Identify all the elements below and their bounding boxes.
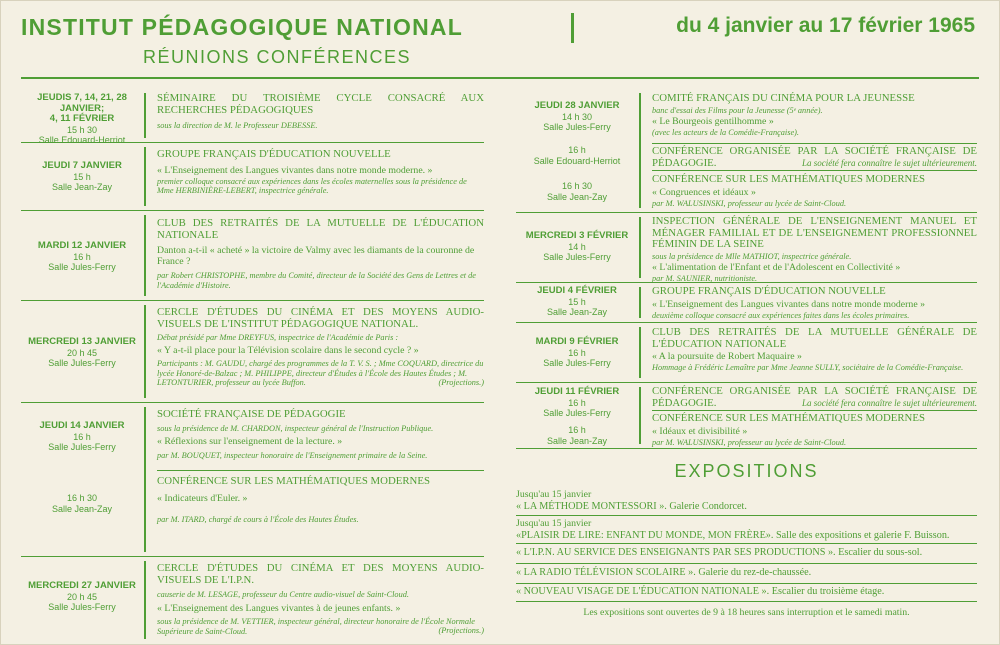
event-heading: SOCIÉTÉ FRANÇAISE DE PÉDAGOGIE bbox=[157, 408, 346, 420]
event-body bbox=[157, 476, 484, 524]
event-room: Salle Jean-Zay bbox=[546, 307, 608, 317]
event-note: sous la direction de M. le Professeur DEBESSE. bbox=[157, 121, 318, 130]
event-when bbox=[21, 143, 143, 210]
column-separator bbox=[144, 561, 146, 639]
event-row bbox=[21, 403, 484, 557]
event-body bbox=[157, 93, 484, 131]
column-separator bbox=[639, 387, 641, 444]
event-row bbox=[21, 557, 484, 643]
exposition-title: « NOUVEAU VISAGE DE L'ÉDUCATION NATIONALE ». bbox=[516, 586, 770, 597]
event-date: MERCREDI 27 JANVIER bbox=[28, 580, 136, 591]
event-row bbox=[21, 89, 484, 143]
event-time: 16 h bbox=[73, 431, 91, 442]
exposition-divider bbox=[516, 583, 977, 584]
event-room: Salle Jules-Ferry bbox=[48, 602, 116, 612]
event-heading: CLUB DES RETRAITÉS DE LA MUTUELLE DE L'ÉDUCATION NATIONALE bbox=[157, 217, 484, 241]
event-quote: Danton a-t-il « acheté » la victoire de Valmy avec les diamants de la couronne de France ? bbox=[157, 245, 475, 267]
event-note: par M. SAUNIER, nutritioniste. bbox=[652, 274, 758, 284]
event-time: 15 h 30 bbox=[66, 124, 98, 135]
event-date: JEUDIS 7, 14, 21, 28 JANVIER; bbox=[37, 92, 127, 114]
event-note: Participants : M. GAUDU, chargé des programmes de la T. V. S. ; Mme COQUARD, directrice du lycée Honoré-de-Balzac ; M. PHILIPPE, directeur d'Études à l'École des Hautes Études ; M. LETONTURIER, professeur au lycée Buffon. bbox=[157, 358, 484, 388]
exposition-divider bbox=[516, 543, 977, 544]
event-when bbox=[516, 383, 638, 448]
exposition-place: Salle des expositions et galerie F. Buisson. bbox=[773, 529, 950, 541]
event-when bbox=[21, 89, 143, 145]
column-separator bbox=[144, 215, 146, 296]
event-room: Salle Jules-Ferry bbox=[543, 252, 611, 262]
event-heading: CLUB DES RETRAITÉS DE LA MUTUELLE GÉNÉRALE DE L'ÉDUCATION NATIONALE bbox=[652, 326, 977, 350]
event-date: JEUDI 7 JANVIER bbox=[42, 160, 122, 171]
event-when bbox=[21, 301, 143, 402]
event-note: causerie de M. LESAGE, professeur du Centre audio-visuel de Saint-Cloud. bbox=[157, 590, 409, 599]
event-quote: « Idéaux et divisibilité » bbox=[652, 425, 748, 437]
expositions-title: EXPOSITIONS bbox=[674, 461, 819, 481]
exposition-place: Escalier du sous-sol. bbox=[835, 547, 923, 558]
event-time: 14 h 30 bbox=[561, 111, 593, 122]
event-heading: CERCLE D'ÉTUDES DU CINÉMA ET DES MOYENS AUDIO-VISUELS DE L'I.P.N. bbox=[157, 562, 484, 586]
event-body bbox=[652, 386, 977, 409]
event-when bbox=[516, 89, 638, 212]
event-quote: « Le Bourgeois gentilhomme » bbox=[652, 116, 774, 128]
column-separator bbox=[144, 305, 146, 398]
exposition-divider bbox=[516, 563, 977, 564]
header-rule bbox=[21, 77, 979, 79]
event-when bbox=[516, 323, 638, 382]
exposition-dates: Jusqu'au 15 janvier bbox=[516, 518, 592, 529]
event-time: 16 h bbox=[568, 425, 586, 435]
event-note: par Robert CHRISTOPHE, membre du Comité, directeur de la Société des Gens de Lettres et de l'Académie d'Histoire. bbox=[157, 271, 476, 290]
right-column bbox=[516, 89, 977, 449]
event-body bbox=[652, 216, 977, 284]
event-when bbox=[21, 403, 143, 556]
event-room: Salle Jean-Zay bbox=[546, 191, 608, 202]
event-tag: La société fera connaître le sujet ultérieurement. bbox=[801, 158, 977, 168]
event-quote: « Y a-t-il place pour la Télévision scolaire dans le second cycle ? » bbox=[157, 344, 419, 356]
event-time: 14 h bbox=[568, 241, 586, 252]
event-quote: « L'Enseignement des Langues vivantes dans notre monde moderne » bbox=[652, 298, 926, 310]
event-tag: (Projections.) bbox=[438, 626, 484, 636]
event-body bbox=[652, 174, 977, 208]
event-date: JEUDI 11 FÉVRIER bbox=[534, 386, 620, 397]
event-note: premier colloque consacré aux expériences dans les écoles maternelles sous la présidence de Mme HERBINIÈRE-LEBERT, inspectrice générale. bbox=[157, 176, 467, 196]
event-note: (avec les acteurs de la Comédie-Française). bbox=[652, 128, 799, 138]
event-heading: GROUPE FRANÇAIS D'ÉDUCATION NOUVELLE bbox=[652, 285, 886, 297]
column-separator bbox=[144, 93, 146, 138]
exposition-title: «PLAISIR DE LIRE: ENFANT DU MONDE, MON FRÈRE». bbox=[516, 529, 774, 541]
event-body bbox=[652, 286, 977, 320]
event-time: 15 h bbox=[568, 296, 586, 307]
event-quote: « L'Enseignement des Langues vivantes à de jeunes enfants. » bbox=[157, 602, 401, 614]
event-quote: « Indicateurs d'Euler. » bbox=[157, 492, 248, 504]
event-tag: (Projections.) bbox=[438, 378, 484, 388]
event-when bbox=[21, 211, 143, 300]
event-date: JEUDI 14 JANVIER bbox=[39, 420, 125, 431]
event-heading: CONFÉRENCE SUR LES MATHÉMATIQUES MODERNES bbox=[652, 412, 925, 424]
event-room: Salle Jean-Zay bbox=[51, 503, 113, 514]
event-heading: CONFÉRENCE ORGANISÉE PAR LA SOCIÉTÉ FRANÇAISE DE PÉDAGOGIE. bbox=[652, 385, 977, 409]
column-separator bbox=[639, 327, 641, 378]
event-row bbox=[516, 283, 977, 323]
event-row bbox=[516, 323, 977, 383]
exposition-title: « LA MÉTHODE MONTESSORI ». bbox=[516, 500, 667, 512]
poster-title: INSTITUT PÉDAGOGIQUE NATIONAL bbox=[21, 14, 463, 40]
event-row bbox=[516, 383, 977, 449]
event-time: 16 h bbox=[568, 347, 586, 358]
event-heading: CONFÉRENCE ORGANISÉE PAR LA SOCIÉTÉ FRANÇAISE DE PÉDAGOGIE. bbox=[652, 145, 977, 169]
event-heading: GROUPE FRANÇAIS D'ÉDUCATION NOUVELLE bbox=[157, 148, 391, 160]
exposition-title: « L'I.P.N. AU SERVICE DES ENSEIGNANTS PAR SES PRODUCTIONS ». bbox=[516, 547, 836, 558]
sub-event-divider bbox=[652, 170, 977, 171]
event-note: deuxième colloque consacré aux expériences faites dans les écoles primaires. bbox=[652, 310, 910, 320]
event-note: sous la présidence de Mlle MATHIOT, inspectrice générale. bbox=[652, 251, 852, 261]
event-date: JEUDI 4 FÉVRIER bbox=[537, 285, 617, 296]
event-room: Salle Jean-Zay bbox=[51, 182, 113, 192]
event-note: Débat présidé par Mme DREYFUS, inspectrice de l'Académie de Paris : bbox=[157, 333, 399, 342]
event-body bbox=[652, 413, 977, 447]
exposition-title: « LA RADIO TÉLÉVISION SCOLAIRE ». bbox=[516, 567, 696, 578]
event-body bbox=[157, 218, 484, 291]
event-when bbox=[21, 557, 143, 643]
event-date: JEUDI 28 JANVIER bbox=[534, 100, 620, 111]
exposition-place: Galerie Condorcet. bbox=[666, 500, 747, 512]
event-time: 16 h bbox=[568, 145, 586, 155]
left-column bbox=[21, 89, 484, 643]
event-note: par M. WALUSINSKI, professeur au lycée de Saint-Cloud. bbox=[652, 437, 847, 447]
event-note: par M. BOUQUET, inspecteur honoraire de l'Enseignement primaire de la Seine. bbox=[157, 451, 428, 461]
expositions-hours-note: Les expositions sont ouvertes de 9 à 18 heures sans interruption et le samedi matin. bbox=[583, 607, 910, 618]
sub-event-divider bbox=[157, 470, 484, 471]
event-room: Salle Jules-Ferry bbox=[543, 122, 611, 132]
event-time: 16 h bbox=[73, 251, 91, 262]
event-time: 16 h bbox=[568, 397, 586, 408]
sub-event-divider bbox=[652, 410, 977, 411]
exposition-item bbox=[516, 547, 977, 559]
event-room: Salle Jules-Ferry bbox=[48, 442, 116, 452]
event-date: MARDI 9 FÉVRIER bbox=[535, 336, 619, 347]
column-separator bbox=[144, 147, 146, 206]
event-room: Salle Jules-Ferry bbox=[48, 358, 116, 368]
exposition-divider bbox=[516, 601, 977, 602]
event-row bbox=[516, 89, 977, 213]
exposition-place: Escalier du troisième étage. bbox=[769, 586, 885, 597]
event-quote: « L'Enseignement des Langues vivantes dans notre monde moderne. » bbox=[157, 164, 433, 176]
event-heading: CONFÉRENCE SUR LES MATHÉMATIQUES MODERNES bbox=[652, 173, 925, 185]
exposition-divider bbox=[516, 515, 977, 516]
event-time: 16 h 30 bbox=[66, 493, 98, 503]
event-date: 4, 11 FÉVRIER bbox=[49, 113, 115, 124]
exposition-dates: Jusqu'au 15 janvier bbox=[516, 489, 592, 500]
event-body bbox=[157, 409, 484, 461]
event-date: MERCREDI 3 FÉVRIER bbox=[525, 230, 629, 241]
event-body bbox=[157, 307, 484, 388]
event-heading: CERCLE D'ÉTUDES DU CINÉMA ET DES MOYENS AUDIO-VISUELS DE L'INSTITUT PÉDAGOGIQUE NATIONAL. bbox=[157, 306, 484, 330]
event-time: 16 h 30 bbox=[561, 181, 593, 191]
exposition-item bbox=[516, 519, 977, 541]
event-when bbox=[516, 283, 638, 322]
event-body bbox=[652, 93, 977, 138]
event-room: Salle Edouard-Herriot bbox=[38, 135, 126, 145]
event-heading: INSPECTION GÉNÉRALE DE L'ENSEIGNEMENT MANUEL ET MÉNAGER FAMILIAL ET DE L'ENSEIGNEMENT PROFESSIONNEL FÉMININ DE LA SEINE bbox=[652, 215, 977, 250]
event-note: sous la présidence de M. CHARDON, inspecteur général de l'Instruction Publique. bbox=[157, 423, 434, 433]
event-room: Salle Jules-Ferry bbox=[543, 358, 611, 368]
header bbox=[21, 11, 979, 77]
event-time: 15 h bbox=[73, 171, 91, 182]
event-row bbox=[21, 143, 484, 211]
event-body bbox=[652, 146, 977, 169]
event-when bbox=[516, 213, 638, 282]
event-note: par M. WALUSINSKI, professeur au lycée de Saint-Cloud. bbox=[652, 198, 847, 208]
event-heading: CONFÉRENCE SUR LES MATHÉMATIQUES MODERNES bbox=[157, 475, 430, 487]
event-date: MARDI 12 JANVIER bbox=[37, 240, 127, 251]
event-room: Salle Jean-Zay bbox=[546, 435, 608, 446]
event-row bbox=[21, 211, 484, 301]
event-note: banc d'essai des Films pour la Jeunesse (5ᵉ année). bbox=[652, 105, 823, 115]
event-room: Salle Edouard-Herriot bbox=[533, 155, 621, 166]
event-body bbox=[652, 327, 977, 373]
exposition-place: Galerie du rez-de-chaussée. bbox=[695, 567, 812, 578]
event-heading: SÉMINAIRE DU TROISIÈME CYCLE CONSACRÉ AUX RECHERCHES PÉDAGOGIQUES bbox=[157, 92, 484, 116]
event-tag: La société fera connaître le sujet ultérieurement. bbox=[801, 398, 977, 408]
column-separator bbox=[639, 287, 641, 318]
column-separator bbox=[639, 93, 641, 208]
event-body bbox=[157, 149, 484, 196]
event-heading: COMITÉ FRANÇAIS DU CINÉMA POUR LA JEUNESSE bbox=[652, 92, 915, 104]
event-room: Salle Jules-Ferry bbox=[543, 408, 611, 418]
event-date: MERCREDI 13 JANVIER bbox=[28, 336, 136, 347]
title-divider bbox=[571, 13, 574, 43]
event-time: 20 h 45 bbox=[66, 591, 98, 602]
event-note: Hommage à Frédéric Lemaître par Mme Jeanne SULLY, sociétaire de la Comédie-Française. bbox=[652, 363, 964, 372]
event-row bbox=[516, 213, 977, 283]
event-room: Salle Jules-Ferry bbox=[48, 262, 116, 272]
event-note: sous la présidence de M. VETTIER, inspecteur général, directeur honoraire de l'École Normale Supérieure de Saint-Cloud. bbox=[157, 616, 475, 636]
sub-event-divider bbox=[652, 143, 977, 144]
exposition-item bbox=[516, 567, 977, 579]
exposition-item bbox=[516, 490, 977, 512]
event-quote: « Congruences et idéaux » bbox=[652, 186, 756, 198]
event-quote: « A la poursuite de Robert Maquaire » bbox=[652, 351, 802, 362]
event-row bbox=[21, 301, 484, 403]
column-separator bbox=[144, 407, 146, 552]
date-range: du 4 janvier au 17 février 1965 bbox=[676, 14, 975, 37]
column-separator bbox=[639, 217, 641, 278]
event-note: par M. ITARD, chargé de cours à l'École des Hautes Études. bbox=[157, 514, 359, 524]
event-quote: « Réflexions sur l'enseignement de la lecture. » bbox=[157, 436, 343, 448]
event-body bbox=[157, 563, 484, 636]
event-time: 20 h 45 bbox=[66, 347, 98, 358]
exposition-item bbox=[516, 586, 977, 598]
event-quote: « L'alimentation de l'Enfant et de l'Adolescent en Collectivité » bbox=[652, 262, 901, 274]
poster-subtitle: RÉUNIONS CONFÉRENCES bbox=[143, 47, 412, 67]
